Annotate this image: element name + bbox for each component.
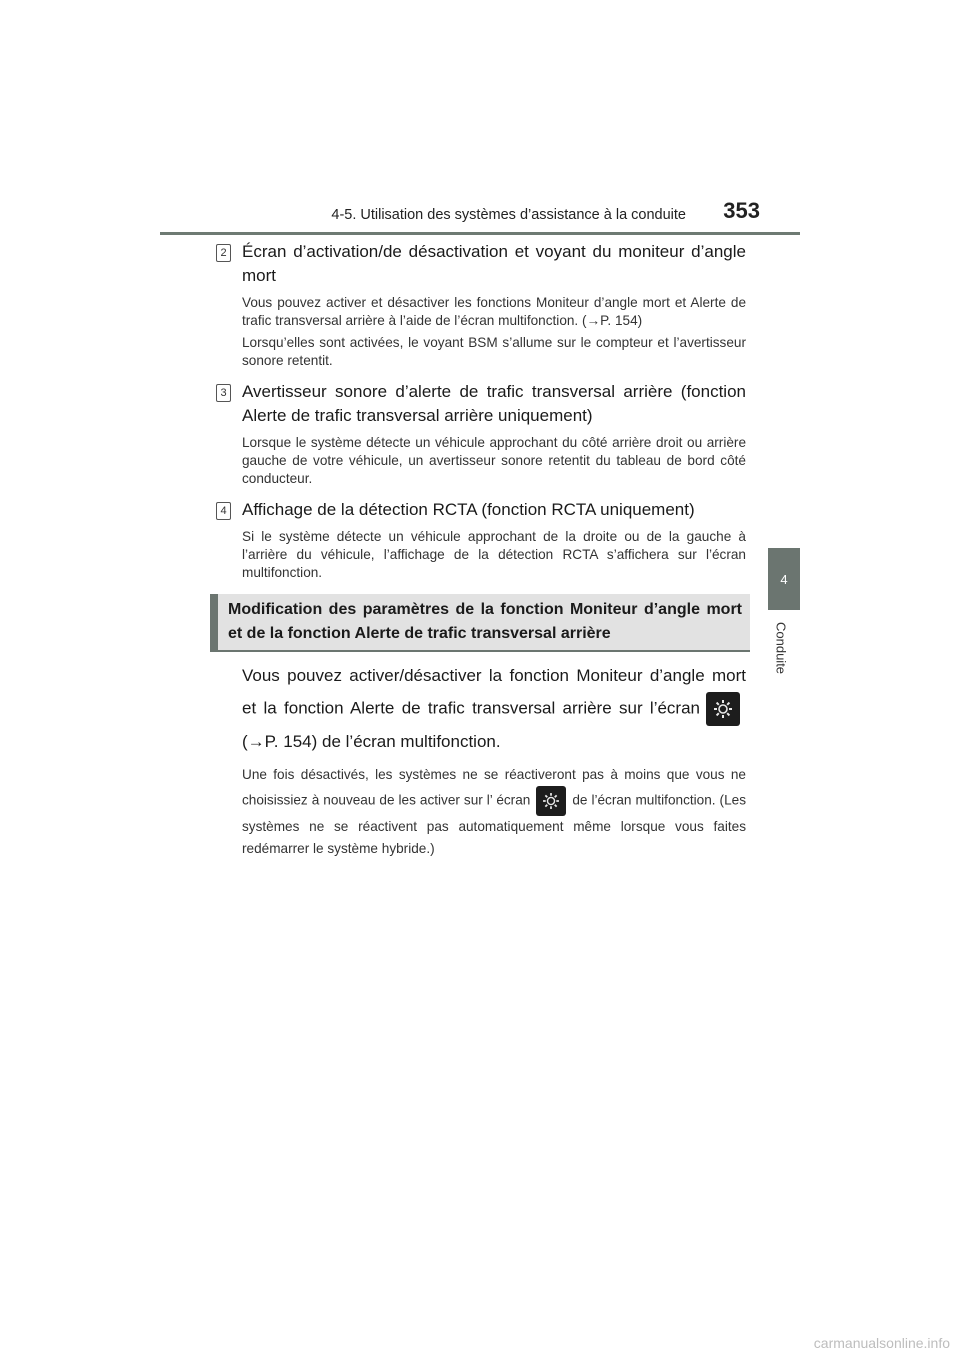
chapter-tab-label: Conduite [773,621,789,675]
item-marker: 2 [216,244,231,262]
item-title: Écran d’activation/de désactivation et voyant du moniteur d’angle mort [242,242,746,285]
paragraph-text: Vous pouvez activer/désactiver la fonction Moniteur d’angle mort et la fonction Alerte de trafic transversal arrière sur l’écran [242,666,746,718]
list-item [214,498,746,582]
header-divider [160,232,800,235]
header-title: 4-5. Utilisation des systèmes d’assistance à la conduite [331,207,686,223]
note-text: Une fois désactivés, les systèmes ne se réactiveront pas à moins que vous ne choisissiez à nouveau de les activer sur l’ écran [242,767,746,808]
page-number: 353 [723,198,760,223]
section-paragraph [214,660,746,758]
item-marker: 4 [216,502,231,520]
note-text: de l’écran multifonction. (Les systèmes ne se réactivent pas automatiquement même lorsque vous faites redémarrer le système hybride.) [242,792,746,856]
list-item [214,380,746,488]
item-body: Lorsqu’elles sont activées, le voyant BSM s’allume sur le compteur et l’avertisseur sonore retentit. [242,335,746,368]
item-body: Si le système détecte un véhicule approchant de la droite ou de la gauche à l’arrière du véhicule, l’affichage de la détection RCTA s’affichera sur l’écran multifonction. [242,529,746,580]
item-body: Vous pouvez activer et désactiver les fonctions Moniteur d’angle mort et Alerte de trafic transversal arrière à l’aide de l’écran multifonction. (→P. 154) [242,295,746,328]
item-title: Affichage de la détection RCTA (fonction RCTA uniquement) [242,500,695,519]
item-marker: 3 [216,384,231,402]
list-item [214,240,746,370]
section-note [214,764,746,860]
paragraph-text: (→P. 154) de l’écran multifonction. [242,732,501,751]
chapter-tab[interactable] [768,548,800,610]
settings-gear-icon [536,786,566,816]
main-content [214,240,746,860]
item-body: Lorsque le système détecte un véhicule approchant du côté arrière droit ou arrière gauche de votre véhicule, un avertisseur sonore retentit du tableau de bord côté conducteur. [242,435,746,486]
chapter-tab-number: 4 [780,571,788,587]
settings-gear-icon [706,692,740,726]
section-heading: Modification des paramètres de la fonction Moniteur d’angle mort et de la fonction Alerte de trafic transversal arrière [210,594,750,652]
watermark: carmanualsonline.info [813,1335,950,1351]
item-title: Avertisseur sonore d’alerte de trafic transversal arrière (fonction Alerte de trafic transversal arrière uniquement) [242,382,746,425]
